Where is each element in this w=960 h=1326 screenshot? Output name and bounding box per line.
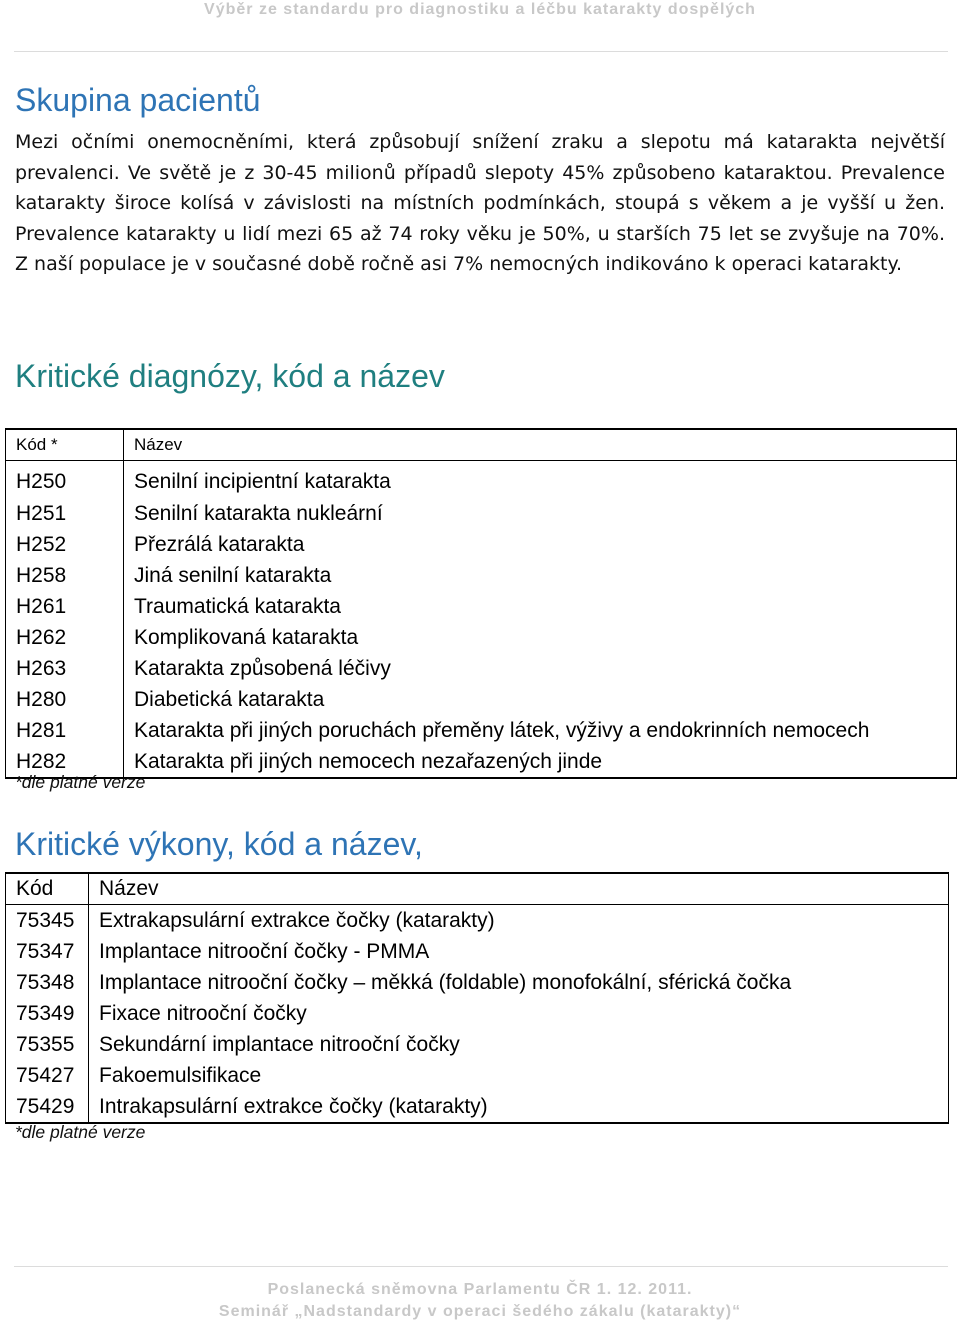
diagnosis-name: Přezrálá katarakta [124, 529, 957, 560]
procedure-code: 75429 [6, 1091, 89, 1123]
diagnosis-code: H251 [6, 498, 124, 529]
procedure-name: Implantace nitrooční čočky - PMMA [89, 936, 949, 967]
column-header-code: Kód * [6, 429, 124, 461]
running-header: Výběr ze standardu pro diagnostiku a léčbu katarakty dospělých [204, 1, 756, 18]
procedure-code: 75355 [6, 1029, 89, 1060]
diagnosis-name: Senilní incipientní katarakta [124, 461, 957, 499]
diagnosis-name: Katarakta při jiných poruchách přeměny látek, výživy a endokrinních nemocech [124, 715, 957, 746]
footer-line-2: Seminář „Nadstandardy v operaci šedého zákalu (katarakty)“ [218, 1303, 742, 1320]
diagnosis-code: H281 [6, 715, 124, 746]
diagnosis-name: Komplikovaná katarakta [124, 622, 957, 653]
diagnosis-name: Traumatická katarakta [124, 591, 957, 622]
procedure-code: 75347 [6, 936, 89, 967]
procedures-table [5, 872, 949, 1124]
table-row [6, 684, 957, 715]
diagnosis-code: H282 [6, 746, 124, 778]
procedure-name: Extrakapsulární extrakce čočky (katarakty) [89, 905, 949, 937]
table-header-row [6, 873, 949, 905]
footer-divider [14, 1266, 948, 1267]
procedure-code: 75427 [6, 1060, 89, 1091]
table-row [6, 967, 949, 998]
intro-paragraph: Mezi očními onemocněními, která způsobují snížení zraku a slepotu má katarakta největší prevalenci. Ve světě je z 30-45 milionů případů slepoty 45% způsobeno kataraktou. Prevalence katarakty široce kolísá v závislosti na místních podmínkách, stoupá s věkem a je vyšší u žen. Prevalence katarakty u lidí mezi 65 až 74 roky věku je 50%, u starších 75 let se zvyšuje na 70%. Z naší populace je v současné době ročně asi 7% nemocných indikováno k operaci katarakty. [15, 131, 945, 275]
procedures-footnote: *dle platné verze [15, 1122, 146, 1142]
procedure-name: Fixace nitrooční čočky [89, 998, 949, 1029]
table-row [6, 498, 957, 529]
procedure-code: 75349 [6, 998, 89, 1029]
table-row [6, 1029, 949, 1060]
diagnoses-footnote: *dle platné verze [15, 772, 146, 792]
diagnosis-name: Katarakta při jiných nemocech nezařazených jinde [124, 746, 957, 778]
procedure-name: Intrakapsulární extrakce čočky (katarakty) [89, 1091, 949, 1123]
table-row [6, 591, 957, 622]
table-row [6, 529, 957, 560]
table-row [6, 560, 957, 591]
diagnoses-table [5, 428, 957, 779]
table-row [6, 622, 957, 653]
diagnosis-code: H280 [6, 684, 124, 715]
section-title-skupina: Skupina pacientů [15, 82, 261, 118]
table-row [6, 715, 957, 746]
table-row [6, 461, 957, 499]
diagnosis-code: H263 [6, 653, 124, 684]
table-header-row [6, 429, 957, 461]
column-header-name: Název [124, 429, 957, 461]
diagnosis-code: H261 [6, 591, 124, 622]
section-title-diagnozy: Kritické diagnózy, kód a název [15, 358, 445, 394]
diagnosis-name: Diabetická katarakta [124, 684, 957, 715]
procedure-name: Fakoemulsifikace [89, 1060, 949, 1091]
column-header-code: Kód [6, 873, 89, 905]
procedure-name: Implantace nitrooční čočky – měkká (foldable) monofokální, sférická čočka [89, 967, 949, 998]
table-row [6, 653, 957, 684]
diagnosis-code: H258 [6, 560, 124, 591]
column-header-name: Název [89, 873, 949, 905]
diagnosis-code: H262 [6, 622, 124, 653]
procedure-name: Sekundární implantace nitrooční čočky [89, 1029, 949, 1060]
diagnosis-code: H250 [6, 461, 124, 499]
procedure-code: 75348 [6, 967, 89, 998]
diagnosis-name: Jiná senilní katarakta [124, 560, 957, 591]
table-row [6, 1091, 949, 1123]
table-row [6, 936, 949, 967]
footer-line-1: Poslanecká sněmovna Parlamentu ČR 1. 12. 2011. [267, 1281, 693, 1298]
diagnosis-name: Senilní katarakta nukleární [124, 498, 957, 529]
diagnosis-code: H252 [6, 529, 124, 560]
procedure-code: 75345 [6, 905, 89, 937]
table-row [6, 905, 949, 937]
header-divider [14, 51, 948, 52]
table-row [6, 1060, 949, 1091]
diagnosis-name: Katarakta způsobená léčivy [124, 653, 957, 684]
section-title-vykony: Kritické výkony, kód a název, [15, 826, 423, 862]
table-row [6, 746, 957, 778]
table-row [6, 998, 949, 1029]
